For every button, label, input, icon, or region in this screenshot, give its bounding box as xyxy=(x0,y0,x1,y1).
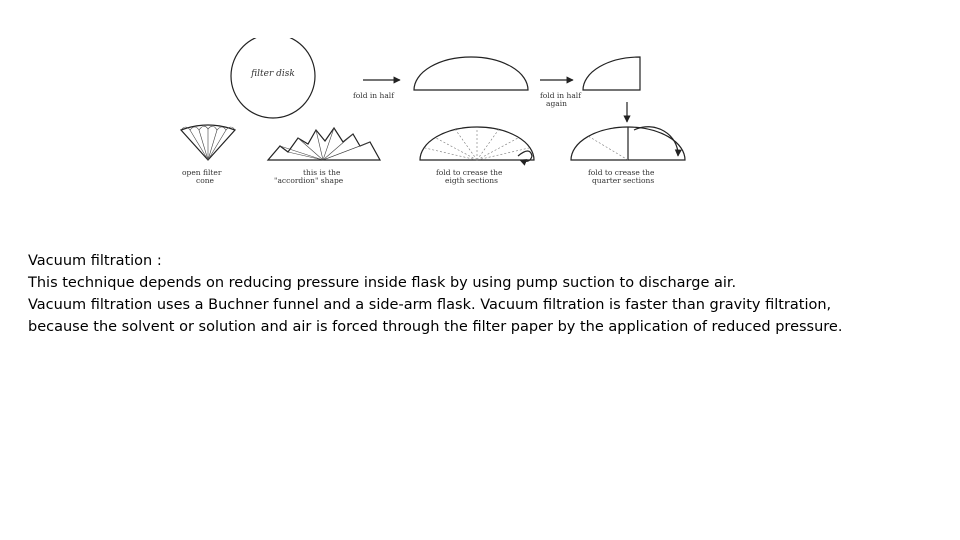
fold-in-half-again-label-2: again xyxy=(546,99,567,108)
open-filter-cone-label: open filter xyxy=(182,168,222,177)
accordion-shape xyxy=(268,128,380,160)
fold-in-half-again-label: fold in half xyxy=(540,91,581,100)
quarter-sections-label-2: quarter sections xyxy=(592,176,655,185)
description-text xyxy=(28,250,928,338)
heading: Vacuum filtration : xyxy=(28,253,162,269)
eighth-sections-label: fold to crease the xyxy=(436,168,503,177)
description-line-2: Vacuum filtration uses a Buchner funnel and a side-arm flask. Vacuum filtration is faster than gravity filtration, xyxy=(28,297,832,313)
filter-folding-diagram xyxy=(168,38,708,198)
eighth-sections-label-2: eigth sections xyxy=(445,176,498,185)
quarter-crease-shape xyxy=(571,127,685,160)
open-filter-cone-label-2: cone xyxy=(196,176,214,185)
fold-in-half-label: fold in half xyxy=(353,91,394,100)
accordion-label-2: "accordion" shape xyxy=(274,176,344,185)
quarter-sections-label: fold to crease the xyxy=(588,168,655,177)
accordion-label: this is the xyxy=(303,168,341,177)
open-filter-cone-shape xyxy=(181,125,235,160)
quarter-disk-shape xyxy=(583,57,640,90)
description-line-1: This technique depends on reducing pressure inside flask by using pump suction to discharge air. xyxy=(28,275,737,291)
description-line-3: because the solvent or solution and air is forced through the filter paper by the application of reduced pressure. xyxy=(28,319,843,335)
filter-disk-label: filter disk xyxy=(251,69,295,79)
half-disk-shape xyxy=(414,57,528,90)
eighth-crease-shape xyxy=(420,127,534,161)
